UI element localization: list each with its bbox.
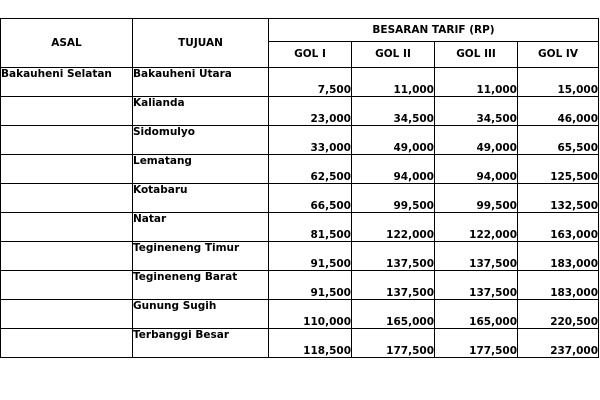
header-asal: ASAL: [1, 19, 133, 68]
tariff-gol-2: 11,000: [352, 68, 435, 97]
destination-cell: Kotabaru: [133, 184, 269, 213]
origin-cell-empty: [1, 271, 133, 300]
tariff-gol-3: 137,500: [435, 271, 518, 300]
origin-cell-empty: [1, 184, 133, 213]
origin-cell-empty: [1, 329, 133, 358]
origin-cell-empty: [1, 300, 133, 329]
table-row: [1, 300, 599, 329]
tariff-gol-1: 91,500: [269, 242, 352, 271]
tariff-gol-1: 33,000: [269, 126, 352, 155]
tariff-gol-4: 237,000: [518, 329, 599, 358]
destination-cell: Gunung Sugih: [133, 300, 269, 329]
table-row: [1, 155, 599, 184]
tariff-gol-1: 66,500: [269, 184, 352, 213]
destination-cell: Kalianda: [133, 97, 269, 126]
table-row: [1, 271, 599, 300]
table-row: [1, 184, 599, 213]
tariff-gol-1: 62,500: [269, 155, 352, 184]
tariff-gol-4: 220,500: [518, 300, 599, 329]
tariff-gol-4: 15,000: [518, 68, 599, 97]
table-row: [1, 242, 599, 271]
tariff-gol-2: 94,000: [352, 155, 435, 184]
origin-cell-empty: [1, 213, 133, 242]
toll-tariff-table: [0, 18, 599, 358]
header-gol-4: GOL IV: [518, 41, 599, 67]
tariff-gol-4: 183,000: [518, 271, 599, 300]
tariff-gol-4: 163,000: [518, 213, 599, 242]
tariff-gol-2: 122,000: [352, 213, 435, 242]
tariff-gol-3: 122,000: [435, 213, 518, 242]
origin-cell-empty: [1, 97, 133, 126]
tariff-gol-3: 177,500: [435, 329, 518, 358]
destination-cell: Bakauheni Utara: [133, 68, 269, 97]
tariff-gol-2: 99,500: [352, 184, 435, 213]
table-row: [1, 68, 599, 97]
origin-cell: Bakauheni Selatan: [1, 68, 133, 97]
tariff-gol-2: 137,500: [352, 242, 435, 271]
tariff-gol-2: 165,000: [352, 300, 435, 329]
tariff-gol-2: 177,500: [352, 329, 435, 358]
header-gol-2: GOL II: [352, 41, 435, 67]
tariff-gol-3: 137,500: [435, 242, 518, 271]
tariff-gol-2: 49,000: [352, 126, 435, 155]
tariff-gol-1: 91,500: [269, 271, 352, 300]
destination-cell: Tegineneng Barat: [133, 271, 269, 300]
tariff-gol-2: 137,500: [352, 271, 435, 300]
destination-cell: Natar: [133, 213, 269, 242]
destination-cell: Sidomulyo: [133, 126, 269, 155]
header-gol-1: GOL I: [269, 41, 352, 67]
header-besaran-tarif: BESARAN TARIF (RP): [269, 19, 599, 42]
table-row: [1, 329, 599, 358]
destination-cell: Terbanggi Besar: [133, 329, 269, 358]
origin-cell-empty: [1, 242, 133, 271]
tariff-gol-4: 65,500: [518, 126, 599, 155]
tariff-gol-2: 34,500: [352, 97, 435, 126]
destination-cell: Lematang: [133, 155, 269, 184]
tariff-gol-3: 165,000: [435, 300, 518, 329]
tariff-gol-3: 94,000: [435, 155, 518, 184]
tariff-gol-4: 46,000: [518, 97, 599, 126]
tariff-gol-3: 34,500: [435, 97, 518, 126]
tariff-gol-1: 81,500: [269, 213, 352, 242]
tariff-gol-4: 132,500: [518, 184, 599, 213]
table-row: [1, 97, 599, 126]
tariff-gol-1: 7,500: [269, 68, 352, 97]
table-row: [1, 213, 599, 242]
table-row: [1, 126, 599, 155]
tariff-gol-1: 110,000: [269, 300, 352, 329]
tariff-gol-3: 11,000: [435, 68, 518, 97]
tariff-gol-4: 183,000: [518, 242, 599, 271]
tariff-gol-3: 99,500: [435, 184, 518, 213]
tariff-gol-1: 23,000: [269, 97, 352, 126]
tariff-gol-4: 125,500: [518, 155, 599, 184]
origin-cell-empty: [1, 155, 133, 184]
destination-cell: Tegineneng Timur: [133, 242, 269, 271]
tariff-gol-3: 49,000: [435, 126, 518, 155]
header-gol-3: GOL III: [435, 41, 518, 67]
origin-cell-empty: [1, 126, 133, 155]
tariff-gol-1: 118,500: [269, 329, 352, 358]
header-tujuan: TUJUAN: [133, 19, 269, 68]
